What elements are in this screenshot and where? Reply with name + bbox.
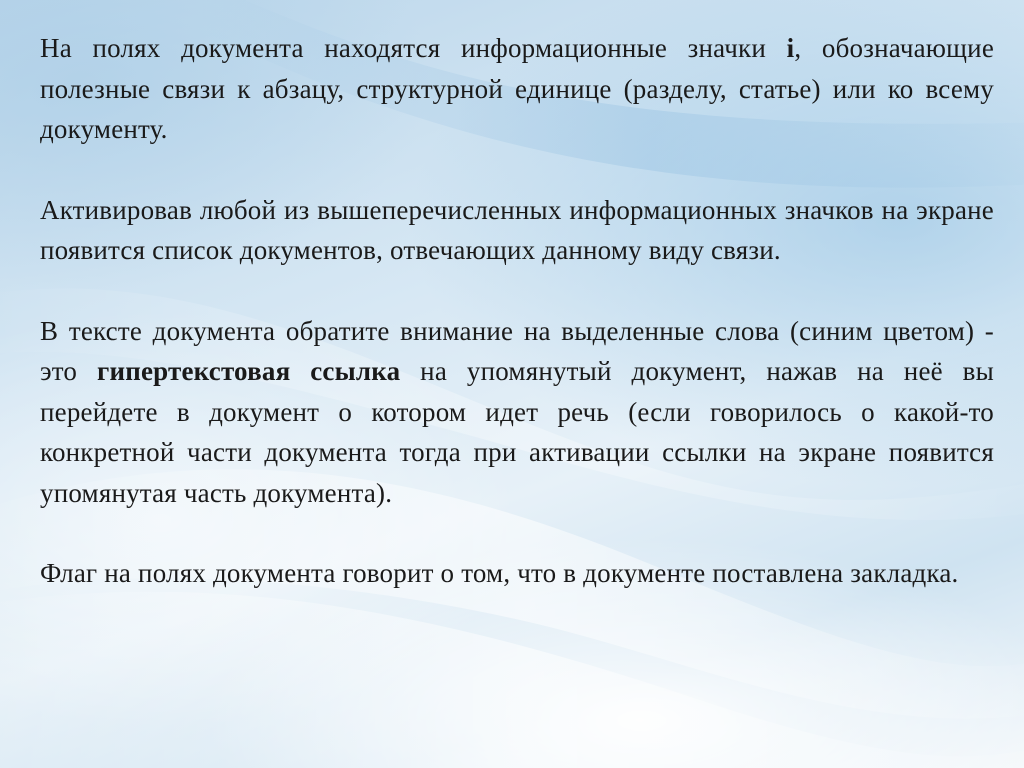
info-icon-letter: i (786, 33, 795, 63)
paragraph-hypertext-link (40, 311, 994, 514)
paragraph-1-text-end: , обозначающие полезные связи к абзацу, структурной единице (разделу, статье) или ко всему документу. (40, 33, 994, 144)
paragraph-3-text-end: на упомянутый документ, нажав на неё вы перейдете в документ о котором идет речь (если говорилось о какой-то конкретной части документа тогда при активации ссылки на экране появится упомянутая часть документа). (40, 356, 994, 508)
hypertext-link-term: гипертекстовая ссылка (97, 356, 401, 386)
paragraph-bookmark-flag (40, 553, 994, 594)
paragraph-1-text-start: На полях документа находятся информационные значки (40, 33, 787, 63)
paragraph-activation (40, 190, 994, 271)
paragraph-4-text: Флаг на полях документа говорит о том, что в документе поставлена закладка. (40, 558, 959, 588)
paragraph-3-text-start: В тексте документа обратите внимание на выделенные слова (синим цветом) - это (40, 315, 994, 386)
slide-text-body (40, 28, 994, 634)
paragraph-info-icons (40, 28, 994, 150)
paragraph-2-text: Активировав любой из вышеперечисленных информационных значков на экране появится список документов, отвечающих данному виду связи. (40, 194, 994, 265)
